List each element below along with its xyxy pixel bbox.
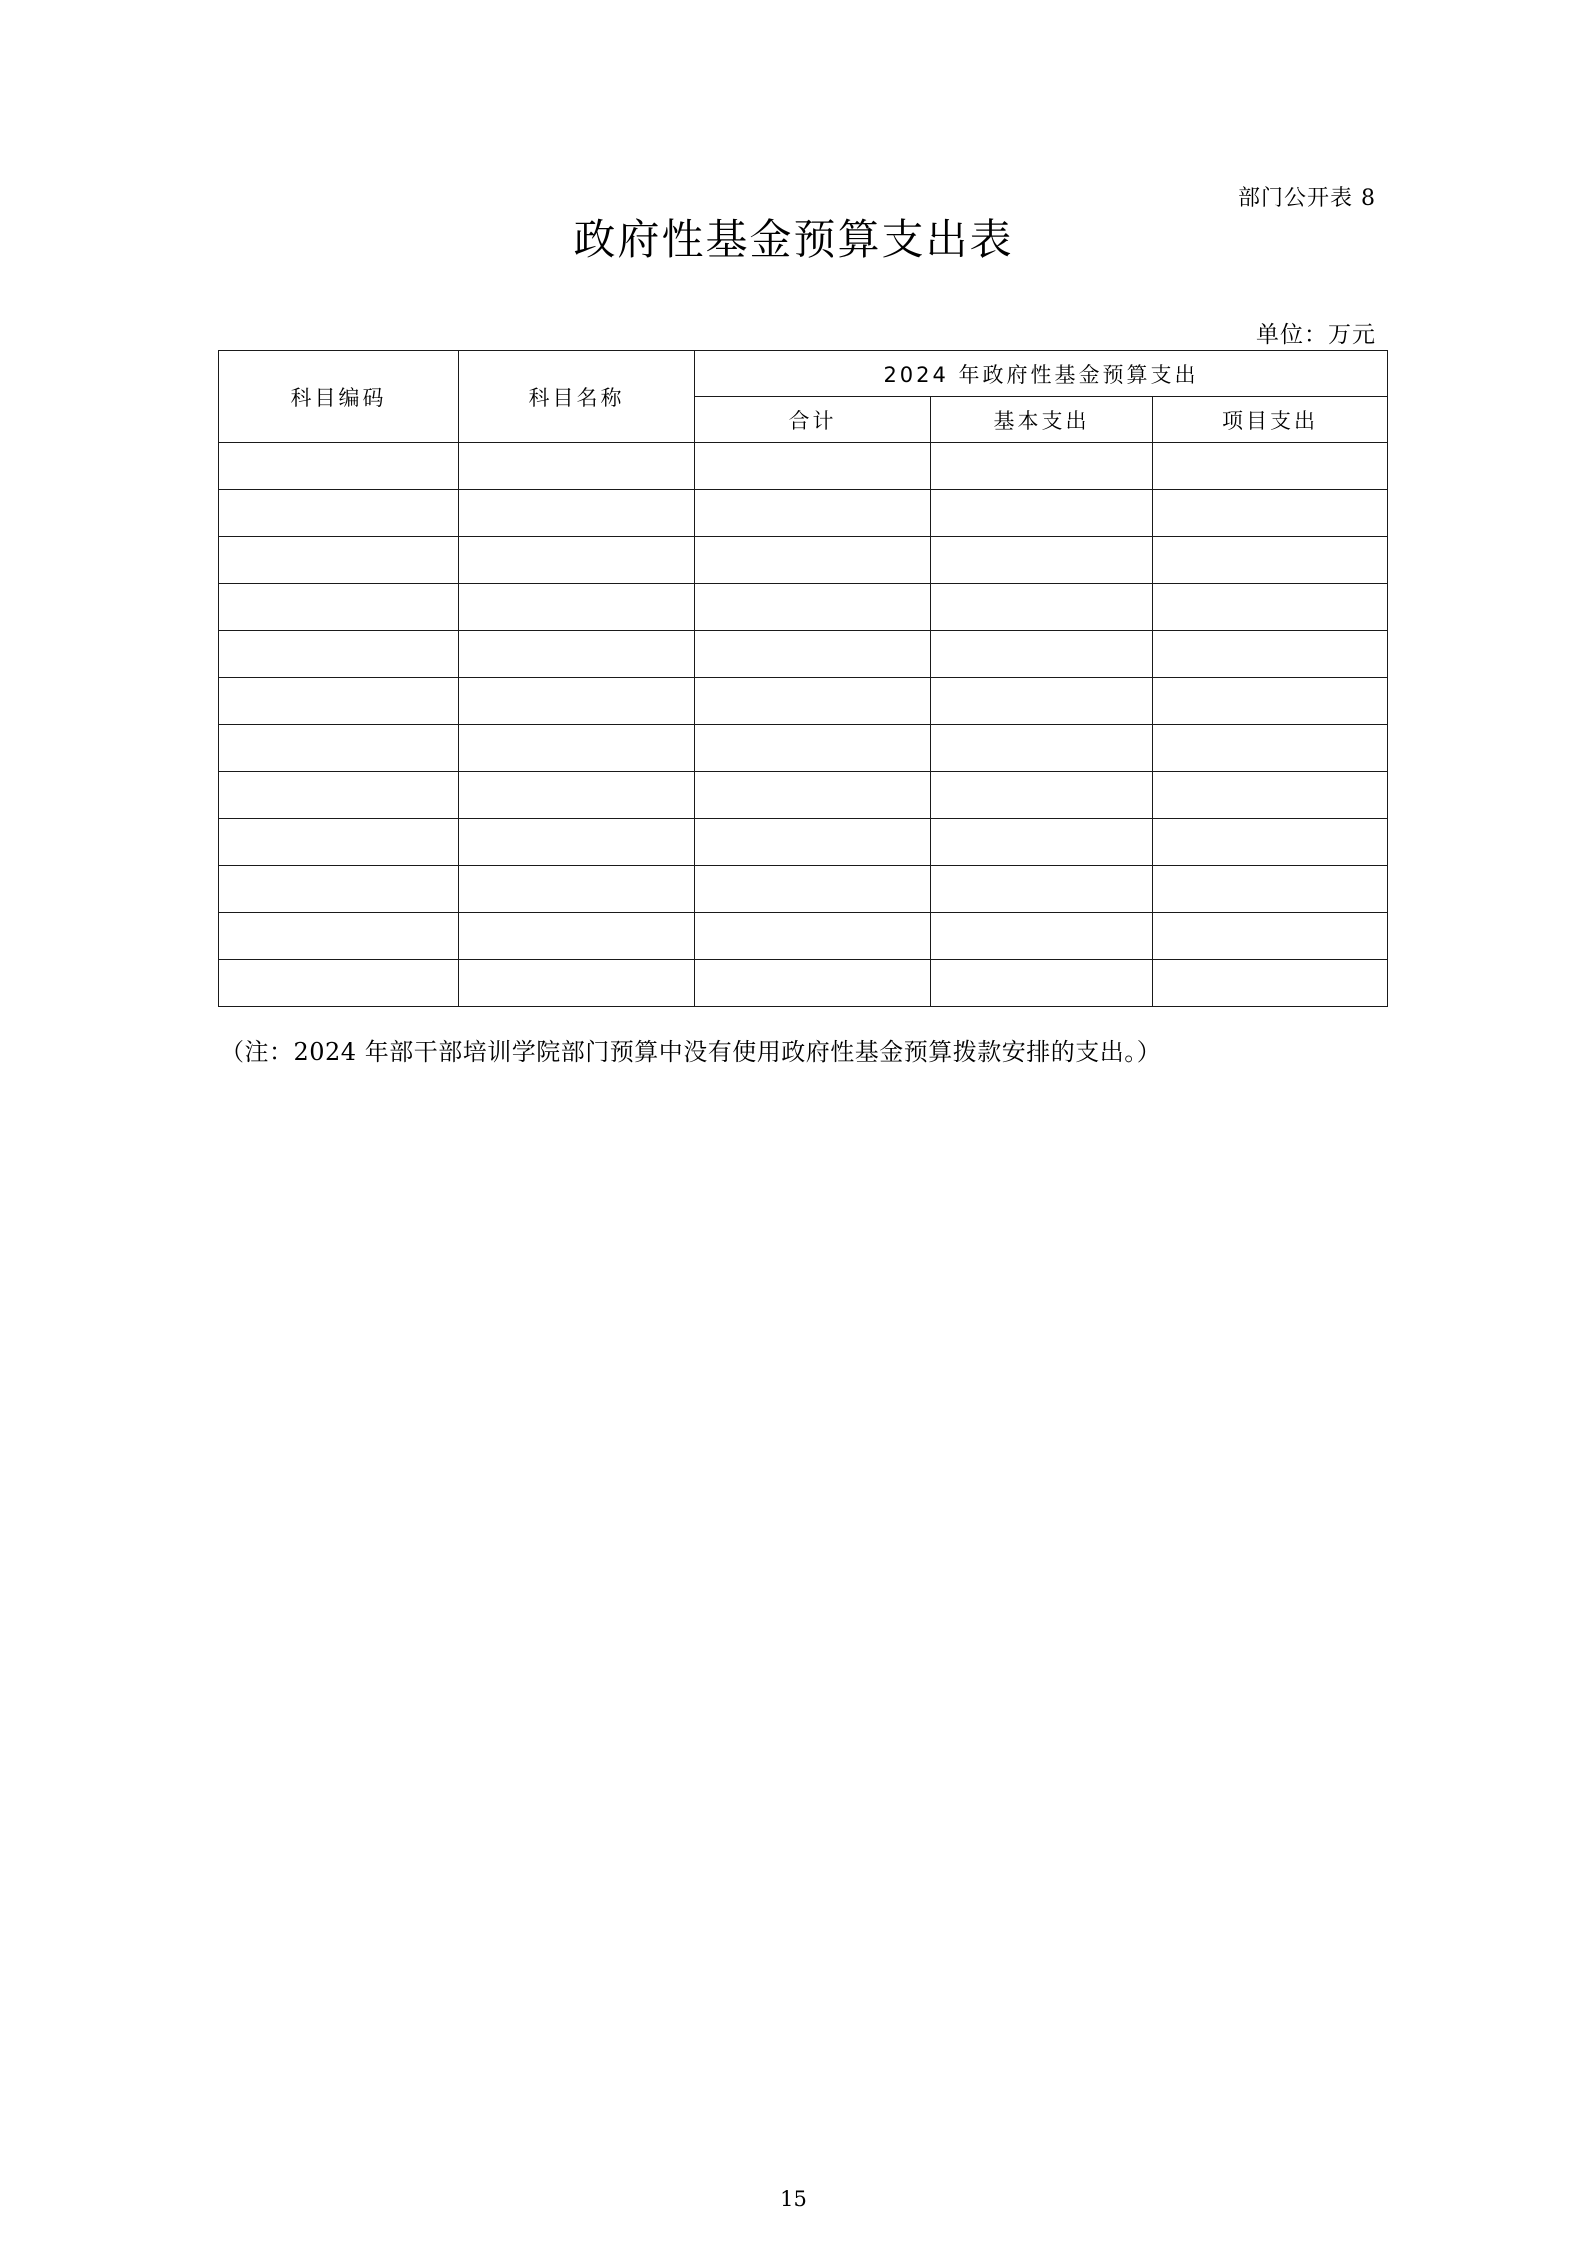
table-cell: [459, 584, 695, 631]
table-cell: [695, 913, 931, 960]
table-cell: [695, 443, 931, 490]
table-row: [219, 913, 1388, 960]
table-cell: [219, 631, 459, 678]
table-row: [219, 772, 1388, 819]
table-cell: [695, 772, 931, 819]
header-basic-expenditure: 基本支出: [931, 397, 1153, 443]
table-row: [219, 960, 1388, 1007]
table-cell: [695, 725, 931, 772]
table-row: [219, 678, 1388, 725]
table-cell: [695, 584, 931, 631]
table-cell: [695, 490, 931, 537]
table-cell: [695, 537, 931, 584]
table-cell: [219, 725, 459, 772]
table-cell: [931, 678, 1153, 725]
table-cell: [1153, 819, 1388, 866]
table-cell: [459, 678, 695, 725]
table-cell: [219, 772, 459, 819]
table-cell: [931, 725, 1153, 772]
table-cell: [459, 772, 695, 819]
table-cell: [931, 490, 1153, 537]
table-cell: [695, 631, 931, 678]
table-cell: [931, 772, 1153, 819]
table-cell: [1153, 678, 1388, 725]
header-project-expenditure: 项目支出: [1153, 397, 1388, 443]
table-cell: [1153, 490, 1388, 537]
table-cell: [459, 866, 695, 913]
table-cell: [459, 443, 695, 490]
table-row: [219, 490, 1388, 537]
page-number: 15: [780, 2187, 807, 2211]
table-row: [219, 819, 1388, 866]
table-cell: [219, 490, 459, 537]
table-cell: [219, 443, 459, 490]
table-cell: [459, 537, 695, 584]
header-subject-code: 科目编码: [219, 351, 459, 443]
table-cell: [459, 725, 695, 772]
table-cell: [219, 678, 459, 725]
table-cell: [931, 819, 1153, 866]
budget-table: [218, 350, 1388, 1007]
table-row: [219, 584, 1388, 631]
header-total: 合计: [695, 397, 931, 443]
table-cell: [1153, 443, 1388, 490]
table-cell: [1153, 631, 1388, 678]
table-row: [219, 443, 1388, 490]
table-row: [219, 725, 1388, 772]
table-row: [219, 537, 1388, 584]
table-cell: [695, 866, 931, 913]
table-cell: [931, 443, 1153, 490]
table-cell: [219, 913, 459, 960]
table-cell: [1153, 772, 1388, 819]
table-cell: [459, 490, 695, 537]
table-label: 部门公开表 8: [1238, 186, 1376, 211]
table-cell: [931, 631, 1153, 678]
table-cell: [931, 866, 1153, 913]
table-cell: [459, 913, 695, 960]
table-cell: [1153, 960, 1388, 1007]
table-cell: [1153, 913, 1388, 960]
table-cell: [459, 631, 695, 678]
table-cell: [219, 960, 459, 1007]
table-cell: [219, 584, 459, 631]
table-cell: [695, 960, 931, 1007]
table-body: [219, 443, 1388, 1007]
table-cell: [1153, 537, 1388, 584]
unit-label: 单位：万元: [1256, 322, 1376, 348]
table-cell: [931, 584, 1153, 631]
table-header-row: [219, 351, 1388, 397]
table-cell: [1153, 725, 1388, 772]
table-cell: [931, 537, 1153, 584]
table-cell: [931, 913, 1153, 960]
header-subject-name: 科目名称: [459, 351, 695, 443]
table-cell: [695, 678, 931, 725]
page-title: 政府性基金预算支出表: [573, 215, 1014, 264]
table-cell: [695, 819, 931, 866]
table-cell: [219, 537, 459, 584]
table-cell: [459, 960, 695, 1007]
table-cell: [1153, 866, 1388, 913]
table-row: [219, 631, 1388, 678]
table-cell: [219, 866, 459, 913]
table-row: [219, 866, 1388, 913]
footnote: （注：2024 年部干部培训学院部门预算中没有使用政府性基金预算拨款安排的支出。）: [220, 1038, 1162, 1066]
table-cell: [1153, 584, 1388, 631]
table-cell: [931, 960, 1153, 1007]
table-cell: [219, 819, 459, 866]
header-group-expenditure: 2024 年政府性基金预算支出: [695, 351, 1388, 397]
table-cell: [459, 819, 695, 866]
